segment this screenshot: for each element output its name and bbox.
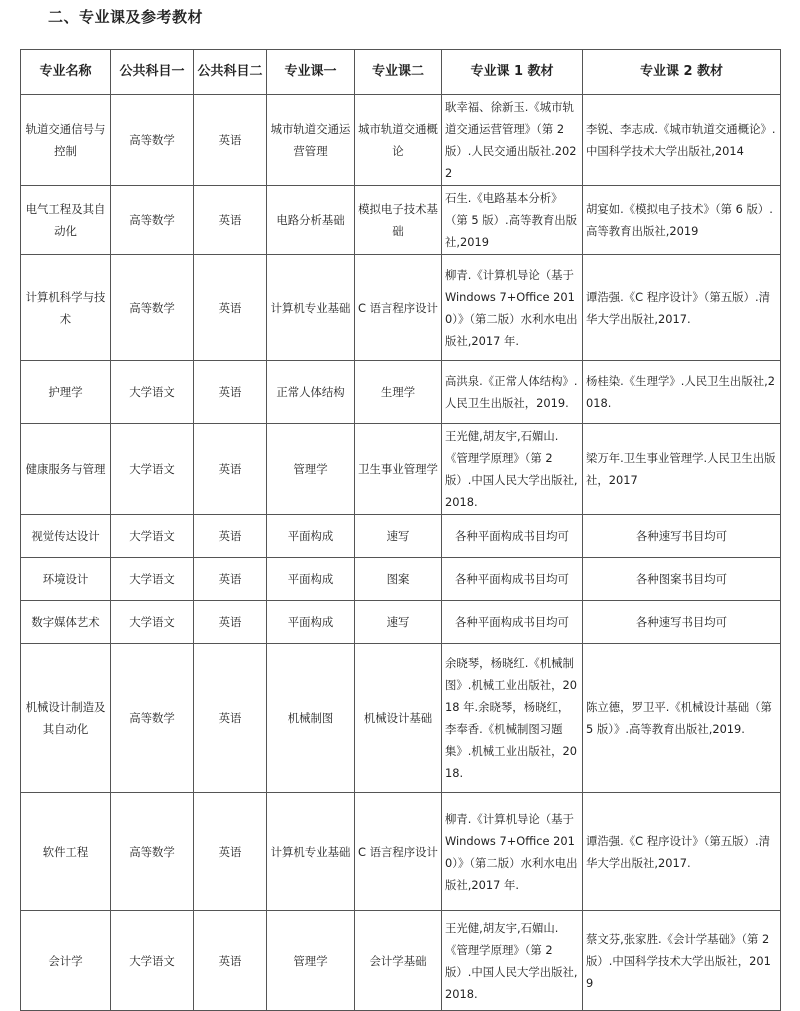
- cell-course-1: 平面构成: [267, 515, 355, 558]
- cell-course-2: 机械设计基础: [355, 644, 442, 793]
- header-textbook-2: 专业课 2 教材: [583, 50, 781, 95]
- table-row: [21, 644, 781, 793]
- cell-textbook-2: 各种图案书目均可: [583, 558, 781, 601]
- header-public-subject-1: 公共科目一: [111, 50, 194, 95]
- cell-course-2: 生理学: [355, 361, 442, 424]
- cell-major: 计算机科学与技术: [21, 255, 111, 361]
- cell-public-subject-2: 英语: [194, 95, 267, 186]
- section-title: 二、专业课及参考教材: [48, 8, 204, 26]
- cell-public-subject-2: 英语: [194, 793, 267, 911]
- table-row: [21, 361, 781, 424]
- table-row: [21, 601, 781, 644]
- cell-textbook-1: 王光健,胡友宇,石媚山.《管理学原理》（第 2 版）.中国人民大学出版社,2018.: [442, 911, 583, 1011]
- cell-public-subject-1: 大学语文: [111, 558, 194, 601]
- cell-public-subject-1: 大学语文: [111, 911, 194, 1011]
- table-row: [21, 255, 781, 361]
- table-row: [21, 911, 781, 1011]
- cell-course-2: 图案: [355, 558, 442, 601]
- cell-course-1: 电路分析基础: [267, 186, 355, 255]
- cell-public-subject-1: 高等数学: [111, 793, 194, 911]
- cell-public-subject-2: 英语: [194, 911, 267, 1011]
- cell-public-subject-2: 英语: [194, 644, 267, 793]
- cell-textbook-2: 各种速写书目均可: [583, 515, 781, 558]
- cell-public-subject-1: 大学语文: [111, 601, 194, 644]
- cell-major: 视觉传达设计: [21, 515, 111, 558]
- cell-textbook-1: 王光健,胡友宇,石媚山.《管理学原理》（第 2 版）.中国人民大学出版社,2018.: [442, 424, 583, 515]
- cell-major: 会计学: [21, 911, 111, 1011]
- cell-textbook-1: 柳青.《计算机导论（基于 Windows 7+Office 2010）》（第二版）水利水电出版社,2017 年.: [442, 793, 583, 911]
- table-row: [21, 424, 781, 515]
- cell-course-2: 会计学基础: [355, 911, 442, 1011]
- cell-textbook-2: 胡宴如.《模拟电子技术》（第 6 版）.高等教育出版社,2019: [583, 186, 781, 255]
- cell-course-2: C 语言程序设计: [355, 793, 442, 911]
- cell-textbook-2: 蔡文芬,张家胜.《会计学基础》（第 2 版）.中国科学技术大学出版社，2019: [583, 911, 781, 1011]
- cell-textbook-2: 陈立德，罗卫平.《机械设计基础（第 5 版）》.高等教育出版社,2019.: [583, 644, 781, 793]
- cell-public-subject-2: 英语: [194, 424, 267, 515]
- cell-course-1: 机械制图: [267, 644, 355, 793]
- cell-major: 健康服务与管理: [21, 424, 111, 515]
- cell-course-1: 平面构成: [267, 558, 355, 601]
- table-row: [21, 186, 781, 255]
- cell-textbook-1: 石生.《电路基本分析》（第 5 版）.高等教育出版社,2019: [442, 186, 583, 255]
- cell-course-1: 管理学: [267, 911, 355, 1011]
- cell-course-2: 城市轨道交通概论: [355, 95, 442, 186]
- cell-major: 软件工程: [21, 793, 111, 911]
- cell-textbook-1: 耿幸福、徐新玉.《城市轨道交通运营管理》（第 2 版）.人民交通出版社.2022: [442, 95, 583, 186]
- cell-textbook-2: 各种速写书目均可: [583, 601, 781, 644]
- cell-course-2: 速写: [355, 515, 442, 558]
- cell-public-subject-2: 英语: [194, 255, 267, 361]
- cell-textbook-1: 各种平面构成书目均可: [442, 515, 583, 558]
- cell-major: 护理学: [21, 361, 111, 424]
- cell-textbook-2: 梁万年.卫生事业管理学.人民卫生出版社，2017: [583, 424, 781, 515]
- table-row: [21, 515, 781, 558]
- table-row: [21, 95, 781, 186]
- cell-course-2: C 语言程序设计: [355, 255, 442, 361]
- cell-public-subject-2: 英语: [194, 186, 267, 255]
- header-course-2: 专业课二: [355, 50, 442, 95]
- cell-textbook-1: 柳青.《计算机导论（基于 Windows 7+Office 2010）》（第二版）水利水电出版社,2017 年.: [442, 255, 583, 361]
- cell-major: 环境设计: [21, 558, 111, 601]
- cell-course-1: 正常人体结构: [267, 361, 355, 424]
- cell-course-2: 模拟电子技术基础: [355, 186, 442, 255]
- cell-textbook-1: 各种平面构成书目均可: [442, 601, 583, 644]
- cell-major: 机械设计制造及其自动化: [21, 644, 111, 793]
- cell-course-1: 计算机专业基础: [267, 255, 355, 361]
- cell-public-subject-1: 大学语文: [111, 424, 194, 515]
- cell-textbook-2: 谭浩强.《C 程序设计》（第五版）.清华大学出版社,2017.: [583, 255, 781, 361]
- cell-public-subject-1: 高等数学: [111, 255, 194, 361]
- cell-public-subject-2: 英语: [194, 515, 267, 558]
- course-table: [20, 49, 781, 1011]
- cell-course-2: 卫生事业管理学: [355, 424, 442, 515]
- cell-course-1: 管理学: [267, 424, 355, 515]
- cell-public-subject-2: 英语: [194, 601, 267, 644]
- header-public-subject-2: 公共科目二: [194, 50, 267, 95]
- cell-textbook-1: 高洪泉.《正常人体结构》.人民卫生出版社，2019.: [442, 361, 583, 424]
- table-row: [21, 558, 781, 601]
- cell-course-1: 计算机专业基础: [267, 793, 355, 911]
- cell-public-subject-1: 高等数学: [111, 644, 194, 793]
- table-row: [21, 793, 781, 911]
- cell-public-subject-2: 英语: [194, 361, 267, 424]
- header-textbook-1: 专业课 1 教材: [442, 50, 583, 95]
- cell-major: 数字媒体艺术: [21, 601, 111, 644]
- cell-textbook-2: 谭浩强.《C 程序设计》（第五版）.清华大学出版社,2017.: [583, 793, 781, 911]
- header-major: 专业名称: [21, 50, 111, 95]
- cell-course-1: 平面构成: [267, 601, 355, 644]
- table-header-row: [21, 50, 781, 95]
- cell-textbook-1: 余晓琴，杨晓红.《机械制图》.机械工业出版社，2018 年.余晓琴，杨晓红，李奉香.《机械制图习题集》.机械工业出版社，2018.: [442, 644, 583, 793]
- cell-public-subject-2: 英语: [194, 558, 267, 601]
- cell-textbook-2: 李锐、李志成.《城市轨道交通概论》.中国科学技术大学出版社,2014: [583, 95, 781, 186]
- cell-course-2: 速写: [355, 601, 442, 644]
- cell-public-subject-1: 大学语文: [111, 361, 194, 424]
- header-course-1: 专业课一: [267, 50, 355, 95]
- cell-major: 轨道交通信号与控制: [21, 95, 111, 186]
- cell-course-1: 城市轨道交通运营管理: [267, 95, 355, 186]
- cell-public-subject-1: 高等数学: [111, 186, 194, 255]
- cell-major: 电气工程及其自动化: [21, 186, 111, 255]
- cell-public-subject-1: 高等数学: [111, 95, 194, 186]
- cell-textbook-1: 各种平面构成书目均可: [442, 558, 583, 601]
- cell-textbook-2: 杨桂染.《生理学》.人民卫生出版社,2018.: [583, 361, 781, 424]
- cell-public-subject-1: 大学语文: [111, 515, 194, 558]
